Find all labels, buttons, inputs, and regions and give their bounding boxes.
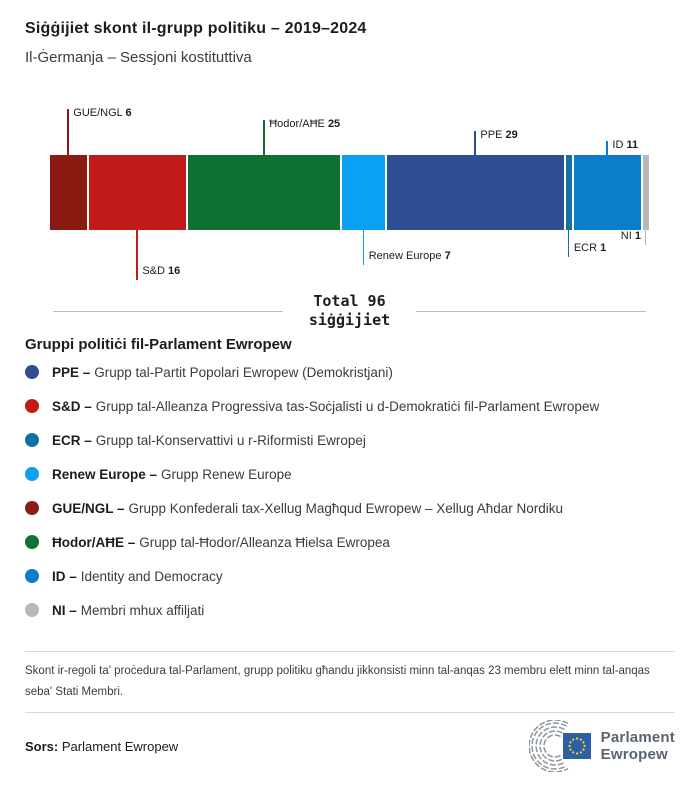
bar-segment-3 [342,155,385,230]
source-value: Parlament Ewropew [61,738,179,754]
legend-item-1 [25,389,675,423]
total-divider [25,292,675,330]
callout-line-4 [474,131,476,155]
eu-flag-icon [563,733,591,759]
callout-line-7 [645,230,647,245]
bar-label-1: S&D 16 [142,265,181,277]
source-label: Sors: [25,738,59,754]
bar-label-3: Renew Europe 7 [368,250,451,262]
divider-line-right [416,311,646,312]
page-title: Siġġijiet skont il-grupp politiku – 2019–2024 [25,20,367,37]
legend-item-3 [25,457,675,491]
callout-line-6 [606,141,608,155]
total-line1: Total 96 [313,292,386,310]
legend-item-4 [25,491,675,525]
legend-dot [25,467,39,481]
legend-label: ECR – Grupp tal-Konservattivi u r-Riformisti Ewropej [52,432,366,448]
bar-segment-1 [89,155,187,230]
ep-logo-wordmark [601,729,675,763]
legend-item-2 [25,423,675,457]
bar-segment-0 [50,155,87,230]
callout-line-0 [67,109,69,155]
legend-label: Renew Europe – Grupp Renew Europe [52,466,292,482]
bar-label-0: GUE/NGL 6 [73,107,132,119]
callout-line-1 [136,230,138,280]
bar-label-2: Ħodor/AĦE 25 [269,118,341,130]
total-line2: siġġijiet [308,311,391,329]
legend-item-7 [25,593,675,627]
callout-line-2 [263,120,265,155]
source-text [25,739,178,754]
legend-label: NI – Membri mhux affiljati [52,602,205,618]
bar-label-5: ECR 1 [573,242,607,254]
legend-dot [25,569,39,583]
legend-dot [25,433,39,447]
divider-line-left [53,311,283,312]
page-subtitle: Il-Ġermanja – Sessjoni kostituttiva [25,49,252,66]
bar-label-4: PPE 29 [480,129,518,141]
callout-line-3 [363,230,365,265]
ep-logo-mark [529,720,593,772]
procedure-note: Skont ir-regoli ta' proċedura tal-Parlament, grupp politiku għandu jikkonsisti minn tal-anqas 23 membru elett minn tal-anqas seba' Stati Membri. [25,665,650,698]
source-row [25,719,675,773]
bar-segment-2 [188,155,340,230]
bar-segment-5 [566,155,572,230]
footer-divider-bottom [25,712,675,713]
legend-heading: Gruppi politiċi fil-Parlament Ewropew [25,336,292,353]
legend-label: S&D – Grupp tal-Alleanza Progressiva tas-Soċjalisti u d-Demokratiċi fil-Parlament Ewropew [52,398,600,414]
ep-logo [529,720,675,772]
footer-divider-top [25,651,675,652]
hemicycle-icon [529,720,568,772]
logo-line1: Parlament [600,729,675,746]
bar-segment-4 [387,155,564,230]
legend-item-6 [25,559,675,593]
legend-dot [25,535,39,549]
legend-dot [25,501,39,515]
legend-dot [25,365,39,379]
stacked-bar [50,155,649,230]
bar-segment-7 [643,155,649,230]
legend-label: PPE – Grupp tal-Partit Popolari Ewropew (Demokristjani) [52,364,393,380]
legend-label: ID – Identity and Democracy [52,568,223,584]
bar-label-6: ID 11 [612,139,639,151]
legend-item-5 [25,525,675,559]
legend-dot [25,399,39,413]
callout-line-5 [568,230,570,257]
bar-label-7: NI 1 [620,230,641,242]
logo-line2: Ewropew [600,746,668,763]
bar-segment-6 [574,155,641,230]
seats-stacked-bar-chart [25,92,675,282]
legend-label: Ħodor/AĦE – Grupp tal-Ħodor/Alleanza Ħielsa Ewropea [52,534,390,550]
legend-label: GUE/NGL – Grupp Konfederali tax-Xellug Magħqud Ewropew – Xellug Aħdar Nordiku [52,500,564,516]
legend-list [25,355,675,627]
legend-item-0 [25,355,675,389]
legend-dot [25,603,39,617]
total-seats-label [283,292,416,330]
infographic-root [0,20,700,773]
